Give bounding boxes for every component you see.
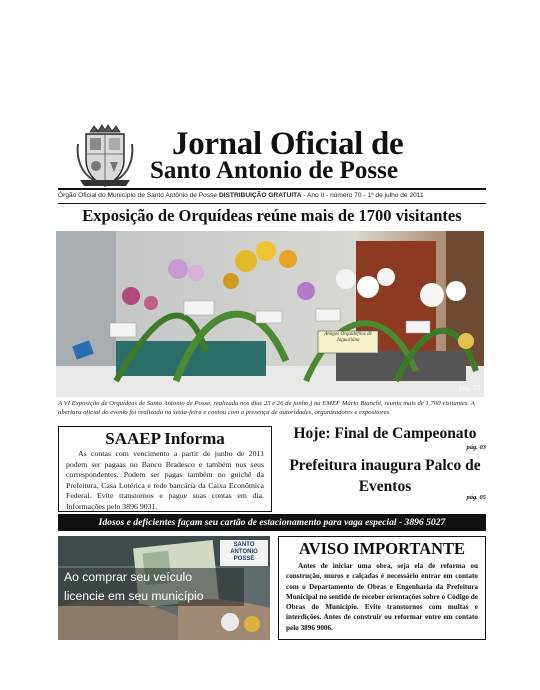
aviso-box bbox=[278, 536, 486, 640]
orchid-exhibition-photo bbox=[56, 231, 484, 397]
info-issue: - Ano II - número 70 - 1º de julho de 2011 bbox=[301, 192, 424, 199]
prefeitura-headline: Prefeitura inaugura Palco de Eventos bbox=[289, 457, 481, 495]
parking-card-banner: Idosos e deficientes façam seu cartão de estacionamento para vaga especial - 3896 5027 bbox=[58, 514, 486, 531]
photo-page-ref: pág. 03 bbox=[459, 384, 480, 392]
ad-logo-text: SANTO ANTONIO POSSE bbox=[230, 542, 258, 562]
masthead-info-line bbox=[58, 191, 488, 201]
final-campeonato-headline: Hoje: Final de Campeonato bbox=[293, 425, 477, 442]
prefeitura-page-ref: pág. 05 bbox=[466, 494, 486, 501]
info-publisher: Órgão Oficial do Município de Santo Antônio de Posse bbox=[58, 192, 218, 199]
saaep-body: As contas com vencimento a partir de junho de 2011 podem ser pagaas no Banco Bradesco e também nos seus correspondentes. Podem ser pagas também no guichê da Prefeitura, Casa Lotérica e rede bancária da Caixa Econômica Federal. Evite transtornos e pague suas contas em dia. Informações pelo 3896 9031. bbox=[66, 449, 264, 511]
newspaper-title-line2: Santo Antonio de Posse bbox=[150, 157, 398, 184]
municipal-crest-icon bbox=[76, 124, 134, 188]
aviso-title: AVISO IMPORTANTE bbox=[298, 539, 466, 558]
ad-line1: Ao comprar seu veículo bbox=[64, 570, 193, 584]
photo-caption: A VI Exposição de Orquídeas de Santo Antonio de Posse, realizada nos dias 25 e 26 de junho,) na EMEF Mário Bianchi, reuniu mais de 1.700 visitantes. A abertura oficial do evento foi realizada na sexta-feira e contou com a presença de autoridades, organizadores e expositores. bbox=[58, 400, 475, 416]
final-page-ref: pág. 03 bbox=[466, 444, 486, 451]
vehicle-license-ad bbox=[58, 536, 270, 640]
masthead-rule-bottom bbox=[58, 203, 486, 204]
newspaper-title-line1: Jornal Oficial de bbox=[172, 126, 404, 162]
aviso-body: Antes de iniciar uma obra, seja ela de reforma ou construção, muros e calçadas é necessário entrar em contato com o Departamento de Obras e Engenharia da Prefeitura Municipal no sentido de receber orientações sobre o Código de Obras do Município. Evite transtornos com multas e interdições. Antes de construir ou reformar entre em contato pelo 3896 9006. bbox=[286, 562, 478, 632]
main-headline: Exposição de Orquídeas reúne mais de 1700 visitantes bbox=[82, 206, 462, 225]
masthead-rule-top bbox=[58, 188, 486, 190]
saaep-box bbox=[58, 426, 272, 512]
saaep-title: SAAEP Informa bbox=[105, 429, 225, 448]
info-distribution: DISTRIBUIÇÃO GRATUITA bbox=[218, 192, 302, 199]
ad-line2: licencie em seu município bbox=[64, 589, 204, 603]
exhibitor-sign: Amigos Orquidófilos de Jaguariúna bbox=[324, 332, 372, 343]
ad-text bbox=[58, 568, 244, 606]
